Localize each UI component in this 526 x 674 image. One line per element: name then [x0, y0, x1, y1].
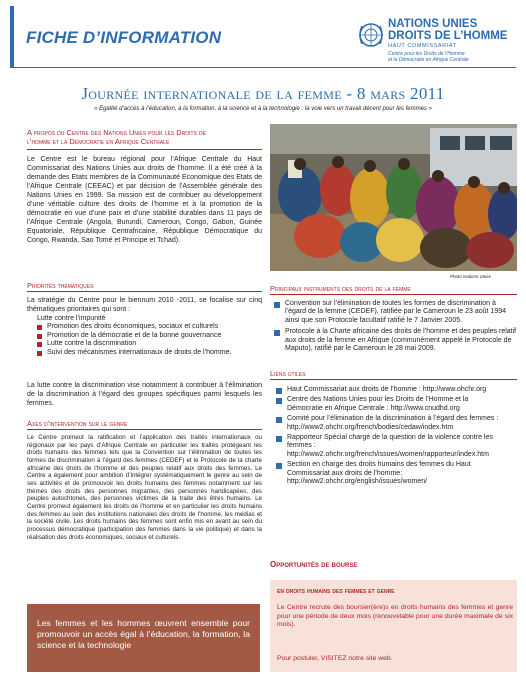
un-emblem-icon [356, 20, 386, 50]
axes-text: Le Centre promeut la ratification et l’application des traités internationaux ou régionaux par les pays d’Afrique Centrale en particulier les traités protégeant les droits humains des femmes tels que la Convention sur l’élimination de toutes les formes de discrimination à l’égard des femmes (CEDEF) et le Protocole de la charte africaine des droits de l’homme et des peuples relatif aux droits des femmes. Le Centre a également pour ambition d’intégrer systématiquement le genre au sein de ses activités et de promouvoir les droits humains des femmes notamment sur les thèmes des droits des personnes migrantes, des personnes handicapées, des peuples autochtones, des personnes victimes de la traite des êtres humains. Le Centre promeut également les droits de l’homme et en particulier les droits humains des femmes au sein des institutions nationales des droits de l’homme, les médias et la société civile. Les droits humains des femmes sont enfin mis en avant au sein du processus démocratique (participation des femmes dans la vie politique) et dans la réalisation des droits économiques, sociaux et culturels. [27, 434, 262, 541]
opportunities-heading [270, 560, 517, 570]
logo-line-5: et la Démocratie en Afrique Centrale [388, 57, 469, 63]
link-item[interactable]: Section en charge des droits humains des femmes du Haut Commissariat aux droits de l’homme: http://www2.ohchr.org/english/issues/women/ [276, 461, 506, 486]
links-list [276, 386, 506, 486]
about-heading [27, 128, 262, 146]
bullet-square-icon [276, 398, 282, 404]
page-subtitle: « Egalité d’accès à l’éducation, à la formation, à la science et à la technologie : la voie vers un travail décent pour les femmes » [94, 106, 432, 112]
highlight-box-text: Les femmes et les hommes œuvrent ensemble pour promouvoir un accès égal à l’éducation, la formation, la science et la technologie [37, 618, 250, 650]
priorities-first-item: Lutte contre l’impunité [37, 315, 106, 322]
priorities-heading-rule [27, 291, 262, 292]
bullet-square-icon [276, 436, 282, 442]
logo-line-3: HAUT COMMISSARIAT [388, 43, 457, 49]
logo-line-2: DROITS DE L’HOMME [388, 30, 508, 42]
opportunities-subheading: en droits humains des femmes et genre [277, 586, 395, 595]
links-heading: Liens utiles [270, 369, 306, 378]
priorities-outro: La lutte contre la discrimination vise notamment à contribuer à l’élimination de la discrimination à l’égard des groupes spécifiques parmi lesquels les femmes. [27, 382, 262, 407]
list-item: Suivi des mécanismes internationaux de droits de l’homme. [37, 349, 262, 358]
page-title: Journée internationale de la femme - 8 mars 2011 [81, 84, 445, 103]
about-heading-rule [27, 149, 262, 150]
axes-heading-rule [27, 429, 262, 430]
bullet-square-icon [276, 463, 282, 469]
bullet-square-icon [37, 342, 42, 347]
bullet-square-icon [274, 302, 280, 308]
opportunities-apply-text[interactable]: Pour postuler, VISITEZ notre site web. [277, 655, 393, 662]
header-accent-bar [10, 6, 14, 68]
list-item: Protocole à la Charte africaine des droits de l’homme et des peuples relatif aux droits de la femme en Afrique (communément appelé le Protocole de Maputo), ratifié par le Cameroun le 28 mai 2009. [274, 328, 517, 353]
logo-line-4: Centre pour les Droits de l’Homme [388, 51, 465, 57]
link-item[interactable]: Centre des Nations Unies pour les Droits de l’Homme et la Démocratie en Afrique Centrale : http://www.cnudhd.org [276, 396, 506, 413]
about-text: Le Centre est le bureau régional pour l’Afrique Centrale du Haut Commissariat des Nations Unies aux droits de l’homme. Il a été créé à la demande des Etats membres de la Communauté Economique des Etats de l’Afrique Centrale (CEEAC) et par décision de l’Assemblée générale des Nations Unies en 1999. Sa mission est de contribuer au développement d’une véritable culture des droits de l’homme et à la promotion de la démocratie en vue d’une paix et d’une stabilité durables dans 11 pays de l’Afrique Centrale (Angola, Burundi, Cameroun, Congo, Gabon, Guinée Equatoriale, République Centrafricaine, République Démocratique du Congo, Rwanda, Sao Tomé et Principe et Tchad). [27, 156, 262, 244]
priorities-heading: Priorités thématiques [27, 281, 94, 290]
priorities-list [37, 323, 262, 357]
women-gathering-photo [270, 124, 517, 271]
bullet-square-icon [37, 325, 42, 330]
list-item: Promotion des droits économiques, sociaux et culturels [37, 323, 262, 332]
instruments-heading-rule [270, 294, 517, 295]
about-heading-line-2: l’homme et la Démocratie en Afrique Centrale [27, 137, 170, 146]
link-item[interactable]: Comité pour l’élimination de la discrimination à l’égard des femmes : http://www2.ohchr.org/french/bodies/cedaw/index.htm [276, 415, 506, 432]
bullet-square-icon [37, 351, 42, 356]
opportunities-text: Le Centre recrute des boursier(ère)s en droits humains des femmes et genre pour une période de deux mois (renouvelable pour une durée maximale de six mois). [277, 604, 513, 629]
bullet-square-icon [276, 388, 282, 394]
list-item: Convention sur l’élimination de toutes les formes de discrimination à l’égard de la femme (CEDEF), ratifiée par le Cameroun le 23 août 1994 ainsi que son Protocole facultatif ratifié le 7 Janvier 2005. [274, 300, 517, 325]
instruments-heading: Principaux instruments des droits de la femme [270, 284, 411, 293]
link-item[interactable]: Rapporteur Spécial chargé de la question de la violence contre les femmes : http://www2.ohchr.org/french/issues/women/rapporteur/index.htm [276, 434, 506, 459]
bullet-square-icon [276, 417, 282, 423]
about-heading-line-1: A propos du Centre des Nations Unies pour les Droits de [27, 128, 206, 137]
un-human-rights-logo [356, 18, 516, 68]
list-item: Lutte contre la discrimination [37, 340, 262, 349]
document-type-label: FICHE D’INFORMATION [26, 28, 222, 47]
opportunities-heading-line-1: Opportunités de bourse [270, 560, 358, 569]
links-heading-rule [270, 379, 517, 380]
priorities-intro: La stratégie du Centre pour le biennum 2010 -2011, se focalise sur cinq thématiques prioritaires qui sont : [27, 297, 262, 313]
axes-heading: Axes d’intervention sur le genre [27, 419, 128, 428]
logo-line-1: NATIONS UNIES [388, 18, 478, 30]
link-item[interactable]: Haut Commissariat aux droits de l’homme : http://www.ohchr.org [276, 386, 506, 394]
instruments-list [274, 300, 517, 353]
bullet-square-icon [274, 330, 280, 336]
list-item: Promotion de la démocratie et de la bonne gouvernance [37, 332, 262, 341]
bullet-square-icon [37, 334, 42, 339]
photo-credit: Photo Nations Unies [450, 274, 492, 279]
highlight-box [27, 604, 260, 672]
